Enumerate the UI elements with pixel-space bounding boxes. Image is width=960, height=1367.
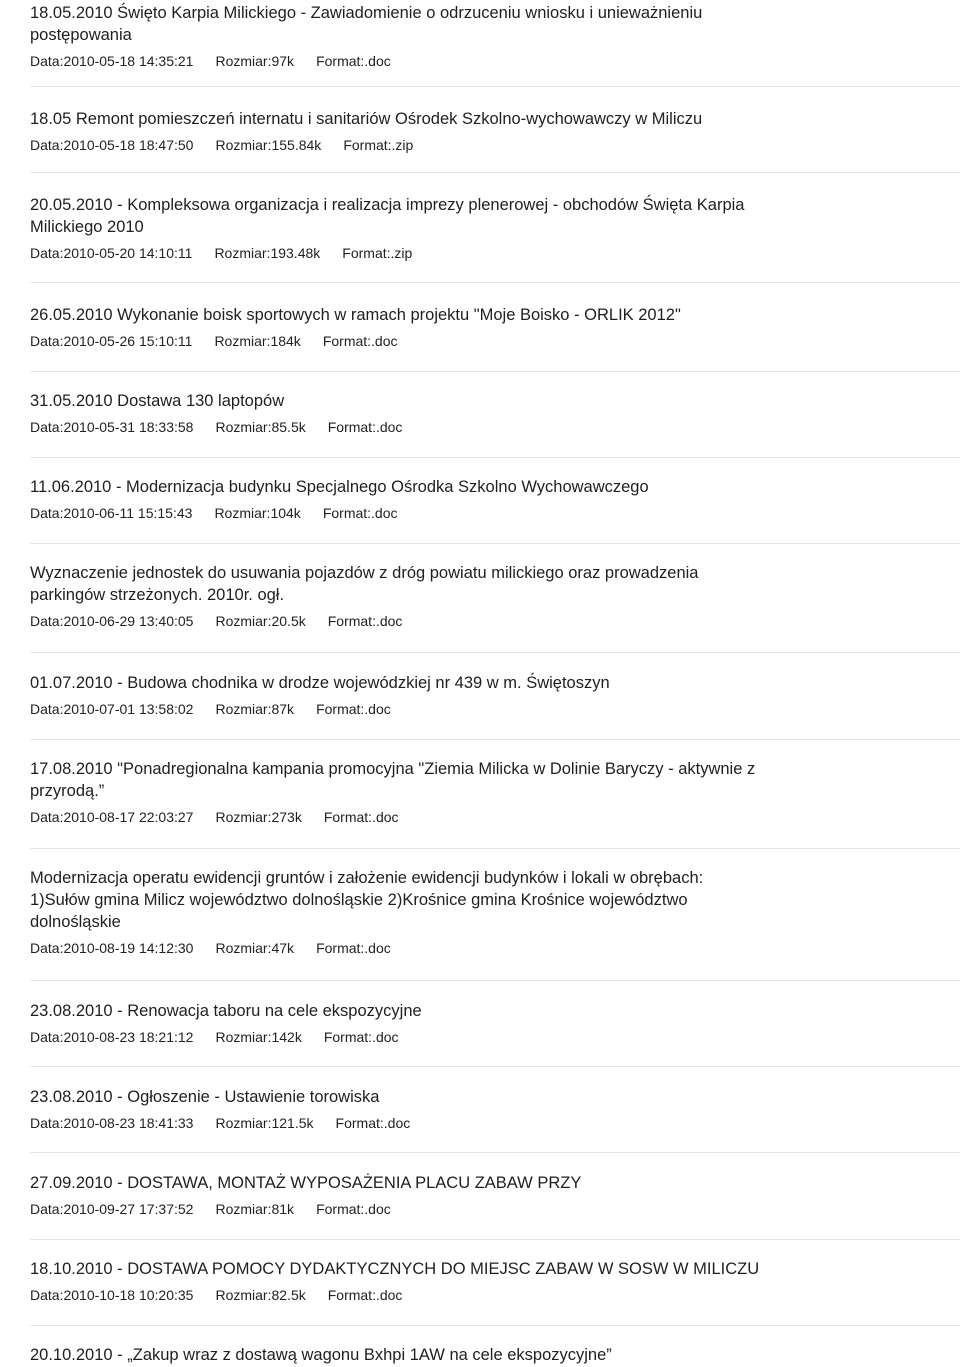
divider — [30, 172, 960, 173]
entry-title-link[interactable]: 23.08.2010 - Ogłoszenie - Ustawienie torowiska — [30, 1088, 380, 1106]
entry-size: Rozmiar:82.5k — [215, 1287, 306, 1303]
entry-format: Format:.doc — [316, 701, 391, 717]
entry-meta — [30, 1114, 760, 1132]
entry-size: Rozmiar:87k — [215, 701, 295, 717]
entry-meta — [30, 612, 760, 630]
entry-date: Data:2010-06-11 15:15:43 — [30, 505, 193, 521]
entry-format: Format:.doc — [316, 1201, 391, 1217]
list-item — [0, 108, 960, 154]
entry-size: Rozmiar:184k — [214, 333, 301, 349]
divider — [30, 1239, 960, 1240]
entry-meta — [30, 504, 760, 522]
entry-meta — [30, 1286, 760, 1304]
list-item — [0, 562, 960, 630]
entry-size: Rozmiar:104k — [214, 505, 301, 521]
entry-title-link[interactable]: 18.05 Remont pomieszczeń internatu i sanitariów Ośrodek Szkolno-wychowawczy w Miliczu — [30, 110, 703, 128]
list-item — [0, 758, 960, 826]
entry-format: Format:.doc — [323, 809, 399, 825]
entry-meta — [30, 1028, 760, 1046]
entry-format: Format:.doc — [322, 333, 398, 349]
entry-size: Rozmiar:85.5k — [215, 419, 306, 435]
divider — [30, 652, 960, 653]
entry-date: Data:2010-08-17 22:03:27 — [30, 809, 194, 825]
entry-size: Rozmiar:155.84k — [215, 137, 322, 153]
list-item — [0, 304, 960, 350]
entry-date: Data:2010-10-18 10:20:35 — [30, 1287, 194, 1303]
entry-date: Data:2010-08-19 14:12:30 — [30, 940, 194, 956]
entry-meta — [30, 808, 760, 826]
entry-title-link[interactable]: 18.05.2010 Święto Karpia Milickiego - Zawiadomienie o odrzuceniu wniosku i unieważnieniu postępowania — [30, 4, 703, 44]
entry-meta — [30, 52, 760, 70]
entry-format: Format:.doc — [322, 505, 398, 521]
list-item — [0, 672, 960, 718]
entry-title-link[interactable]: 11.06.2010 - Modernizacja budynku Specjalnego Ośrodka Szkolno Wychowawczego — [30, 478, 649, 496]
divider — [30, 86, 960, 87]
entry-meta — [30, 418, 760, 436]
entry-date: Data:2010-08-23 18:21:12 — [30, 1029, 194, 1045]
entry-meta — [30, 939, 760, 957]
entry-title-link[interactable]: Wyznaczenie jednostek do usuwania pojazdów z dróg powiatu milickiego oraz prowadzenia parkingów strzeżonych. 2010r. ogł. — [30, 564, 699, 604]
entry-date: Data:2010-05-26 15:10:11 — [30, 333, 193, 349]
entry-date: Data:2010-08-23 18:41:33 — [30, 1115, 194, 1131]
entry-size: Rozmiar:142k — [215, 1029, 302, 1045]
entry-format: Format:.doc — [316, 940, 391, 956]
entry-format: Format:.doc — [316, 53, 391, 69]
divider — [30, 1325, 960, 1326]
entry-title-link[interactable]: 20.05.2010 - Kompleksowa organizacja i realizacja imprezy plenerowej - obchodów Święta Karpia Milickiego 2010 — [30, 196, 745, 236]
entry-date: Data:2010-06-29 13:40:05 — [30, 613, 194, 629]
divider — [30, 848, 960, 849]
entry-title-link[interactable]: Modernizacja operatu ewidencji gruntów i założenie ewidencji budynków i lokali w obrębach: 1)Sułów gmina Milicz województwo dolnośląskie 2)Krośnice gmina Krośnice województwo dolnośląskie — [30, 869, 704, 931]
divider — [30, 980, 960, 981]
list-item — [0, 867, 960, 957]
entry-date: Data:2010-05-18 14:35:21 — [30, 53, 194, 69]
entry-title-link[interactable]: 23.08.2010 - Renowacja taboru na cele ekspozycyjne — [30, 1002, 422, 1020]
entry-size: Rozmiar:97k — [215, 53, 295, 69]
entry-title-link[interactable]: 26.05.2010 Wykonanie boisk sportowych w ramach projektu "Moje Boisko - ORLIK 2012" — [30, 306, 681, 324]
entry-meta — [30, 1200, 760, 1218]
entry-format: Format:.zip — [342, 245, 413, 261]
list-item — [0, 2, 960, 70]
entry-title-link[interactable]: 31.05.2010 Dostawa 130 laptopów — [30, 392, 285, 410]
list-item — [0, 476, 960, 522]
entry-size: Rozmiar:121.5k — [215, 1115, 314, 1131]
entry-title-link[interactable]: 18.10.2010 - DOSTAWA POMOCY DYDAKTYCZNYCH DO MIEJSC ZABAW W SOSW W MILICZU — [30, 1260, 760, 1278]
entry-size: Rozmiar:81k — [215, 1201, 295, 1217]
list-item — [0, 194, 960, 262]
entry-title-link[interactable]: 17.08.2010 "Ponadregionalna kampania promocyjna "Ziemia Milicka w Dolinie Baryczy - aktywnie z przyrodą.” — [30, 760, 756, 800]
divider — [30, 457, 960, 458]
divider — [30, 282, 960, 283]
divider — [30, 739, 960, 740]
entry-meta — [30, 136, 760, 154]
list-item — [0, 1086, 960, 1132]
entry-title-link[interactable]: 20.10.2010 - „Zakup wraz z dostawą wagonu Bxhpi 1AW na cele ekspozycyjne” — [30, 1346, 612, 1364]
entry-meta — [30, 244, 760, 262]
entry-date: Data:2010-07-01 13:58:02 — [30, 701, 194, 717]
entry-size: Rozmiar:47k — [215, 940, 295, 956]
entry-format: Format:.doc — [327, 419, 403, 435]
entry-date: Data:2010-05-20 14:10:11 — [30, 245, 193, 261]
entry-title-link[interactable]: 01.07.2010 - Budowa chodnika w drodze wojewódzkiej nr 439 w m. Świętoszyn — [30, 674, 610, 692]
entry-date: Data:2010-05-18 18:47:50 — [30, 137, 194, 153]
entry-date: Data:2010-09-27 17:37:52 — [30, 1201, 194, 1217]
entry-format: Format:.zip — [343, 137, 414, 153]
list-item — [0, 1258, 960, 1304]
entry-title-link[interactable]: 27.09.2010 - DOSTAWA, MONTAŻ WYPOSAŻENIA PLACU ZABAW PRZY — [30, 1174, 582, 1192]
list-item — [0, 1000, 960, 1046]
entry-size: Rozmiar:273k — [215, 809, 302, 825]
entry-format: Format:.doc — [335, 1115, 411, 1131]
divider — [30, 371, 960, 372]
divider — [30, 543, 960, 544]
entry-format: Format:.doc — [323, 1029, 399, 1045]
entry-meta — [30, 700, 760, 718]
list-item — [0, 1344, 960, 1366]
list-item — [0, 390, 960, 436]
entry-format: Format:.doc — [327, 1287, 403, 1303]
divider — [30, 1066, 960, 1067]
entry-format: Format:.doc — [327, 613, 403, 629]
divider — [30, 1152, 960, 1153]
entry-size: Rozmiar:20.5k — [215, 613, 306, 629]
list-item — [0, 1172, 960, 1218]
entry-size: Rozmiar:193.48k — [214, 245, 321, 261]
entry-date: Data:2010-05-31 18:33:58 — [30, 419, 194, 435]
entry-meta — [30, 332, 760, 350]
